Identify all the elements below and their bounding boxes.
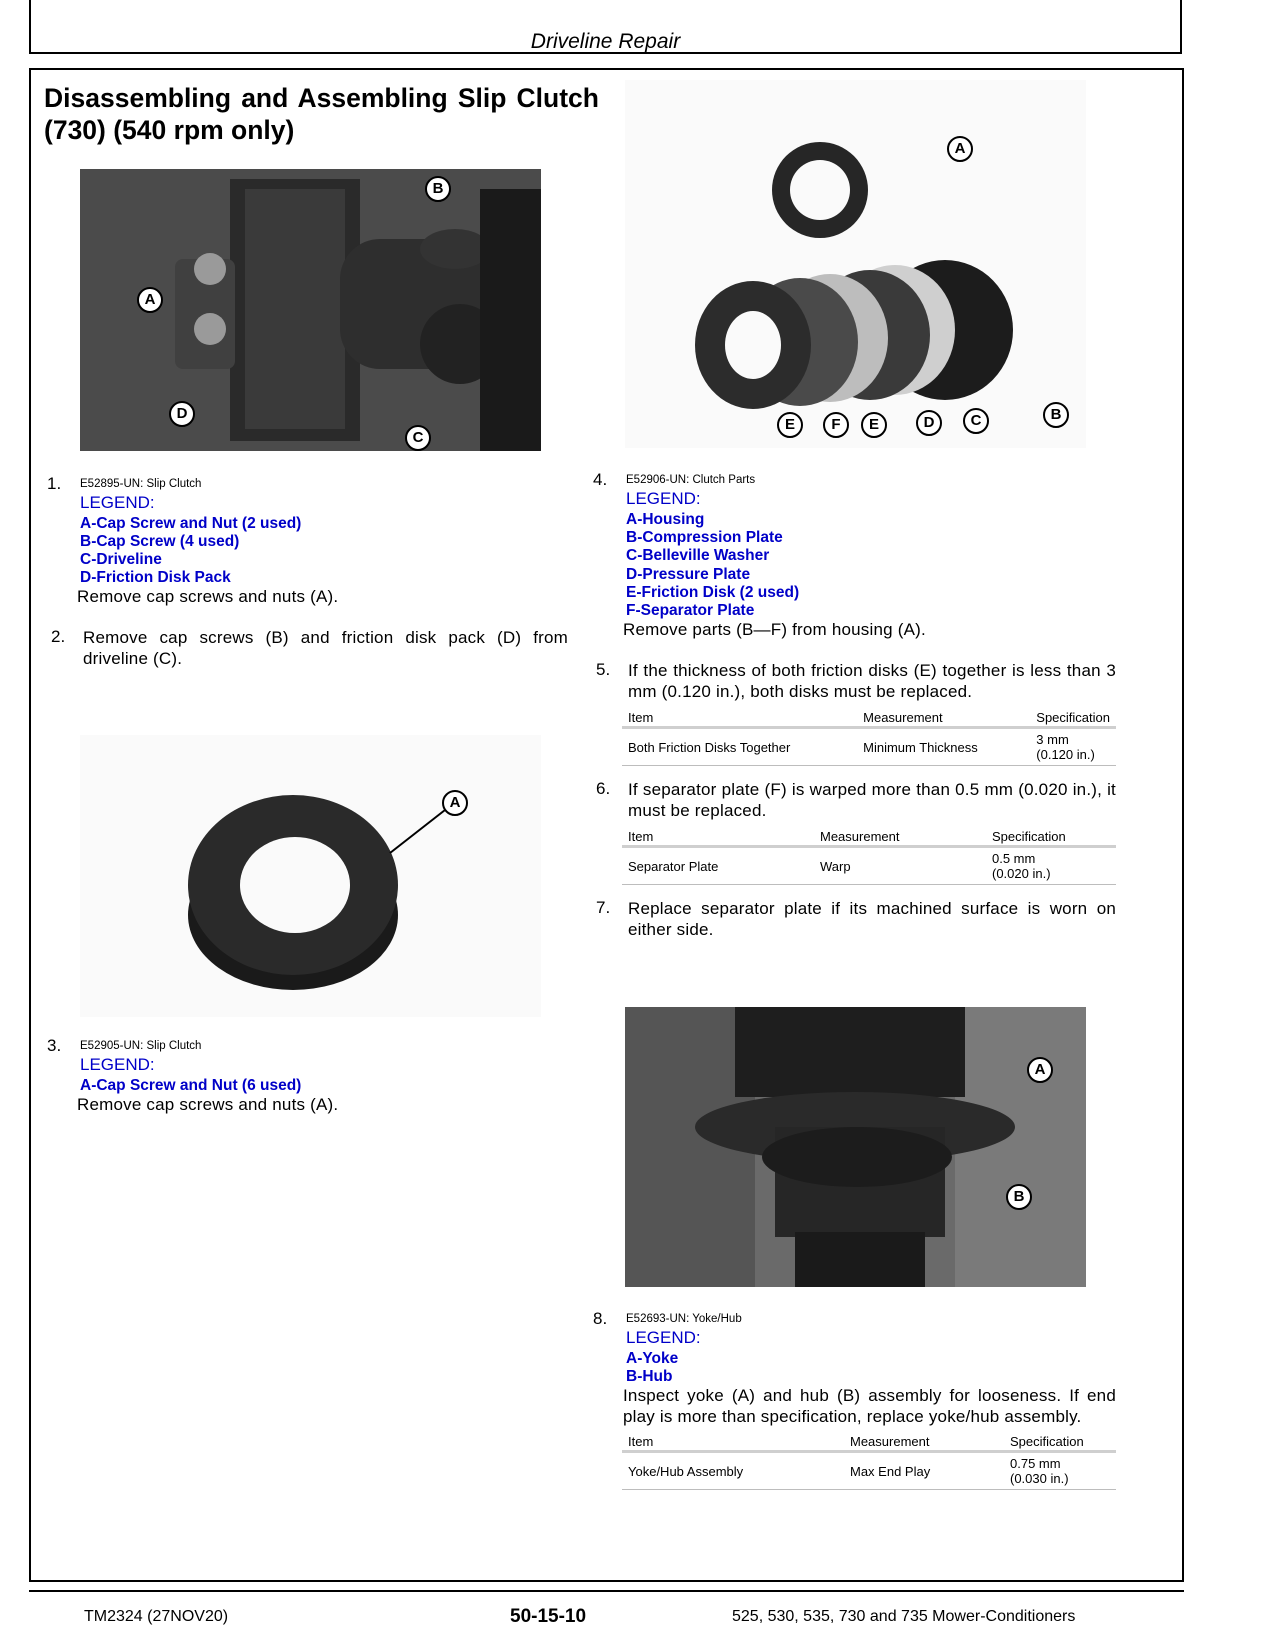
callout-a: A bbox=[137, 287, 163, 313]
step-5-number: 5. bbox=[596, 660, 611, 679]
legend-item: F-Separator Plate bbox=[626, 602, 755, 619]
section-header: Driveline Repair bbox=[530, 30, 681, 53]
slip-clutch-ring-photo bbox=[80, 735, 541, 1017]
step-4-text: Remove parts (B—F) from housing (A). bbox=[623, 620, 926, 639]
callout-a: A bbox=[1027, 1057, 1053, 1083]
callout-d: D bbox=[916, 410, 942, 436]
spec-table-6 bbox=[622, 827, 1116, 885]
spec-table-5 bbox=[622, 708, 1116, 766]
table-row bbox=[622, 728, 1116, 766]
step-7-number: 7. bbox=[596, 898, 611, 917]
clutch-parts-illustration bbox=[625, 80, 1086, 448]
legend-item: B-Compression Plate bbox=[626, 529, 783, 546]
slip-clutch-ring-illustration bbox=[80, 735, 541, 1017]
callout-c: C bbox=[405, 425, 431, 451]
col-header-item: Item bbox=[622, 827, 814, 847]
footer-divider bbox=[29, 1590, 1184, 1592]
callout-d: D bbox=[169, 401, 195, 427]
cell-measurement: Max End Play bbox=[844, 1452, 1004, 1490]
table-row bbox=[622, 847, 1116, 885]
yoke-hub-illustration bbox=[625, 1007, 1086, 1287]
footer-product: 525, 530, 535, 730 and 735 Mower-Conditioners bbox=[732, 1608, 1076, 1625]
callout-e: E bbox=[777, 412, 803, 438]
callout-f: F bbox=[823, 412, 849, 438]
callout-b: B bbox=[1043, 402, 1069, 428]
legend-title-8: LEGEND: bbox=[626, 1328, 701, 1347]
col-header-specification: Specification bbox=[1030, 708, 1116, 728]
col-header-item: Item bbox=[622, 1432, 844, 1452]
legend-item: A-Cap Screw and Nut (6 used) bbox=[80, 1077, 302, 1094]
cell-specification: 0.75 mm (0.030 in.) bbox=[1004, 1452, 1116, 1490]
col-header-measurement: Measurement bbox=[814, 827, 986, 847]
cell-specification: 3 mm (0.120 in.) bbox=[1030, 728, 1116, 766]
callout-b: B bbox=[425, 176, 451, 202]
step-1-number: 1. bbox=[47, 474, 62, 493]
figure-caption-1: E52895-UN: Slip Clutch bbox=[80, 478, 202, 490]
figure-caption-8: E52693-UN: Yoke/Hub bbox=[626, 1313, 742, 1325]
step-2-number: 2. bbox=[51, 627, 66, 646]
callout-a: A bbox=[947, 136, 973, 162]
step-8-number: 8. bbox=[593, 1309, 608, 1328]
page-title: Disassembling and Assembling Slip Clutch (730) (540 rpm only) bbox=[44, 83, 599, 145]
cell-measurement: Minimum Thickness bbox=[857, 728, 1030, 766]
legend-title-4: LEGEND: bbox=[626, 489, 701, 508]
step-3-number: 3. bbox=[47, 1036, 62, 1055]
legend-item: A-Cap Screw and Nut (2 used) bbox=[80, 515, 302, 532]
slip-clutch-photo bbox=[80, 169, 541, 451]
legend-item: E-Friction Disk (2 used) bbox=[626, 584, 800, 601]
step-4-number: 4. bbox=[593, 470, 608, 489]
col-header-specification: Specification bbox=[986, 827, 1116, 847]
col-header-item: Item bbox=[622, 708, 857, 728]
clutch-parts-photo bbox=[625, 80, 1086, 448]
legend-item: C-Belleville Washer bbox=[626, 547, 770, 564]
legend-item: A-Housing bbox=[626, 511, 705, 528]
legend-title-3: LEGEND: bbox=[80, 1055, 155, 1074]
footer-manual-id: TM2324 (27NOV20) bbox=[84, 1608, 229, 1625]
step-2-text: Remove cap screws (B) and friction disk pack (D) from driveline (C). bbox=[83, 628, 568, 668]
table-row bbox=[622, 1452, 1116, 1490]
legend-item: C-Driveline bbox=[80, 551, 162, 568]
cell-item: Separator Plate bbox=[622, 847, 814, 885]
step-6-number: 6. bbox=[596, 779, 611, 798]
step-3-text: Remove cap screws and nuts (A). bbox=[77, 1095, 339, 1114]
yoke-hub-photo bbox=[625, 1007, 1086, 1287]
cell-item: Both Friction Disks Together bbox=[622, 728, 857, 766]
step-1-text: Remove cap screws and nuts (A). bbox=[77, 587, 339, 606]
col-header-specification: Specification bbox=[1004, 1432, 1116, 1452]
step-7-text: Replace separator plate if its machined surface is worn on either side. bbox=[628, 899, 1116, 939]
step-6-text: If separator plate (F) is warped more than 0.5 mm (0.020 in.), it must be replaced. bbox=[628, 780, 1116, 820]
step-5-text: If the thickness of both friction disks (E) together is less than 3 mm (0.120 in.), both disks must be replaced. bbox=[628, 661, 1116, 701]
legend-item: D-Friction Disk Pack bbox=[80, 569, 231, 586]
legend-item: A-Yoke bbox=[626, 1350, 679, 1367]
cell-item: Yoke/Hub Assembly bbox=[622, 1452, 844, 1490]
callout-e: E bbox=[861, 412, 887, 438]
figure-caption-3: E52905-UN: Slip Clutch bbox=[80, 1040, 202, 1052]
legend-item: D-Pressure Plate bbox=[626, 566, 751, 583]
step-8-text: Inspect yoke (A) and hub (B) assembly for looseness. If end play is more than specification, replace yoke/hub assembly. bbox=[623, 1386, 1116, 1426]
legend-item: B-Hub bbox=[626, 1368, 673, 1385]
col-header-measurement: Measurement bbox=[844, 1432, 1004, 1452]
spec-table-8 bbox=[622, 1432, 1116, 1490]
cell-measurement: Warp bbox=[814, 847, 986, 885]
callout-c: C bbox=[963, 408, 989, 434]
footer-page-number: 50-15-10 bbox=[510, 1606, 587, 1627]
figure-caption-4: E52906-UN: Clutch Parts bbox=[626, 474, 756, 486]
legend-item: B-Cap Screw (4 used) bbox=[80, 533, 240, 550]
callout-b: B bbox=[1006, 1184, 1032, 1210]
callout-a: A bbox=[442, 790, 468, 816]
col-header-measurement: Measurement bbox=[857, 708, 1030, 728]
cell-specification: 0.5 mm (0.020 in.) bbox=[986, 847, 1116, 885]
legend-title-1: LEGEND: bbox=[80, 493, 155, 512]
